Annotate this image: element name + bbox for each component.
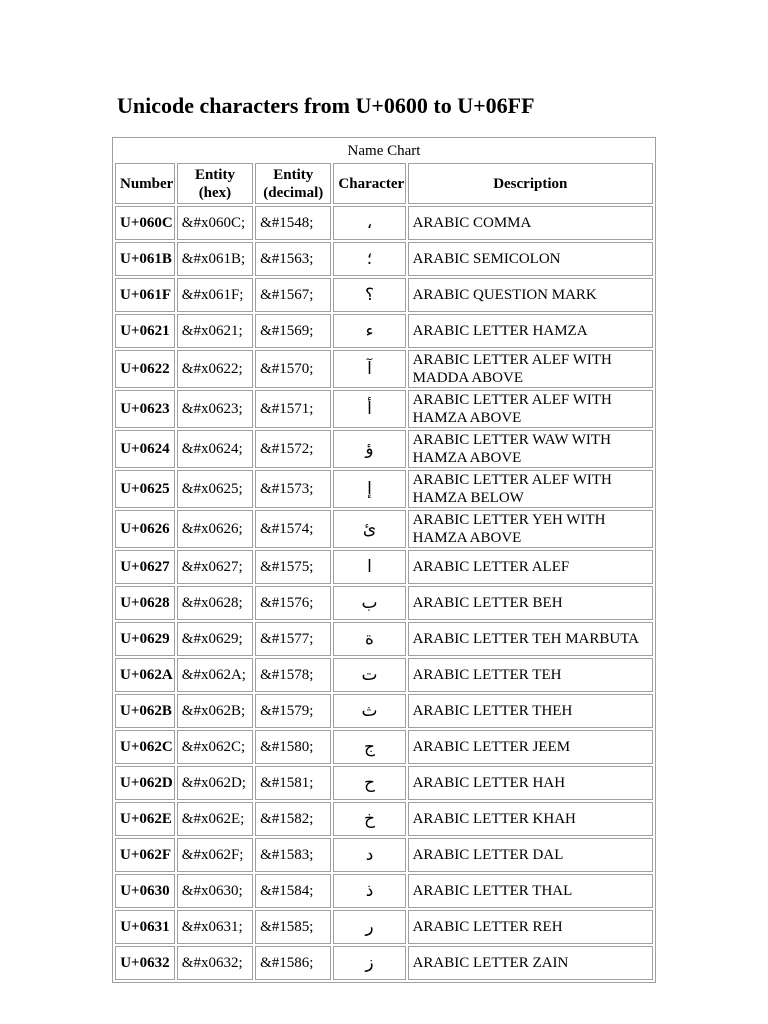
cell-character: ا (333, 550, 405, 584)
table-row (115, 350, 653, 388)
table-row (115, 550, 653, 584)
table-row (115, 658, 653, 692)
cell-number: U+062F (115, 838, 175, 872)
table-row (115, 622, 653, 656)
cell-description: ARABIC LETTER BEH (408, 586, 653, 620)
cell-entity-decimal: &#1577; (255, 622, 331, 656)
header-description: Description (408, 163, 653, 204)
cell-entity-decimal: &#1575; (255, 550, 331, 584)
table-row (115, 430, 653, 468)
cell-number: U+062B (115, 694, 175, 728)
cell-description: ARABIC SEMICOLON (408, 242, 653, 276)
cell-entity-hex: &#x0621; (177, 314, 253, 348)
page-title: Unicode characters from U+0600 to U+06FF (117, 93, 535, 118)
cell-number: U+0622 (115, 350, 175, 388)
cell-number: U+062E (115, 802, 175, 836)
cell-number: U+060C (115, 206, 175, 240)
table-row (115, 586, 653, 620)
cell-description: ARABIC LETTER HAMZA (408, 314, 653, 348)
cell-description: ARABIC LETTER REH (408, 910, 653, 944)
cell-entity-decimal: &#1571; (255, 390, 331, 428)
cell-number: U+0629 (115, 622, 175, 656)
cell-character: ر (333, 910, 405, 944)
cell-entity-hex: &#x0625; (177, 470, 253, 508)
cell-character: ح (333, 766, 405, 800)
cell-entity-hex: &#x0632; (177, 946, 253, 980)
cell-description: ARABIC LETTER WAW WITH HAMZA ABOVE (408, 430, 653, 468)
cell-character: ؤ (333, 430, 405, 468)
cell-number: U+062C (115, 730, 175, 764)
cell-entity-hex: &#x0626; (177, 510, 253, 548)
table-row (115, 694, 653, 728)
cell-entity-hex: &#x0630; (177, 874, 253, 908)
header-number: Number (115, 163, 175, 204)
cell-entity-hex: &#x061B; (177, 242, 253, 276)
cell-character: د (333, 838, 405, 872)
cell-character: ز (333, 946, 405, 980)
cell-description: ARABIC LETTER KHAH (408, 802, 653, 836)
cell-character: ء (333, 314, 405, 348)
cell-character: ت (333, 658, 405, 692)
cell-character: ب (333, 586, 405, 620)
table-row (115, 874, 653, 908)
cell-number: U+0627 (115, 550, 175, 584)
cell-description: ARABIC LETTER HAH (408, 766, 653, 800)
cell-entity-decimal: &#1576; (255, 586, 331, 620)
cell-character: إ (333, 470, 405, 508)
table-row (115, 278, 653, 312)
cell-entity-decimal: &#1570; (255, 350, 331, 388)
cell-entity-hex: &#x0628; (177, 586, 253, 620)
cell-entity-hex: &#x061F; (177, 278, 253, 312)
cell-description: ARABIC LETTER JEEM (408, 730, 653, 764)
cell-description: ARABIC QUESTION MARK (408, 278, 653, 312)
cell-entity-hex: &#x0629; (177, 622, 253, 656)
cell-number: U+0626 (115, 510, 175, 548)
cell-description: ARABIC LETTER TEH MARBUTA (408, 622, 653, 656)
table-row (115, 510, 653, 548)
table-row (115, 946, 653, 980)
cell-entity-decimal: &#1574; (255, 510, 331, 548)
header-character: Character (333, 163, 405, 204)
cell-description: ARABIC LETTER DAL (408, 838, 653, 872)
header-row (115, 163, 653, 204)
cell-entity-hex: &#x062D; (177, 766, 253, 800)
cell-number: U+0632 (115, 946, 175, 980)
cell-number: U+0628 (115, 586, 175, 620)
cell-entity-hex: &#x0627; (177, 550, 253, 584)
header-entity-decimal: Entity (decimal) (255, 163, 331, 204)
cell-character: خ (333, 802, 405, 836)
cell-entity-decimal: &#1572; (255, 430, 331, 468)
cell-description: ARABIC LETTER ALEF WITH HAMZA ABOVE (408, 390, 653, 428)
unicode-name-chart (112, 137, 656, 983)
cell-entity-decimal: &#1563; (255, 242, 331, 276)
cell-entity-hex: &#x062C; (177, 730, 253, 764)
cell-entity-hex: &#x0624; (177, 430, 253, 468)
cell-number: U+0631 (115, 910, 175, 944)
cell-character: ث (333, 694, 405, 728)
table-row (115, 730, 653, 764)
cell-description: ARABIC LETTER ALEF WITH MADDA ABOVE (408, 350, 653, 388)
cell-description: ARABIC LETTER ALEF WITH HAMZA BELOW (408, 470, 653, 508)
cell-number: U+0630 (115, 874, 175, 908)
table-row (115, 802, 653, 836)
cell-character: ذ (333, 874, 405, 908)
cell-entity-decimal: &#1584; (255, 874, 331, 908)
cell-description: ARABIC LETTER YEH WITH HAMZA ABOVE (408, 510, 653, 548)
cell-entity-decimal: &#1579; (255, 694, 331, 728)
cell-number: U+0621 (115, 314, 175, 348)
cell-entity-hex: &#x062A; (177, 658, 253, 692)
cell-character: أ (333, 390, 405, 428)
cell-entity-hex: &#x062E; (177, 802, 253, 836)
cell-entity-decimal: &#1581; (255, 766, 331, 800)
cell-description: ARABIC LETTER ALEF (408, 550, 653, 584)
cell-character: ؛ (333, 242, 405, 276)
cell-number: U+0623 (115, 390, 175, 428)
cell-number: U+061F (115, 278, 175, 312)
cell-description: ARABIC COMMA (408, 206, 653, 240)
chart-title-row (115, 140, 653, 161)
cell-entity-hex: &#x060C; (177, 206, 253, 240)
table-row (115, 314, 653, 348)
cell-entity-decimal: &#1582; (255, 802, 331, 836)
cell-entity-decimal: &#1573; (255, 470, 331, 508)
table-row (115, 766, 653, 800)
cell-character: ، (333, 206, 405, 240)
cell-character: ؟ (333, 278, 405, 312)
table-row (115, 470, 653, 508)
cell-number: U+062D (115, 766, 175, 800)
table-row (115, 390, 653, 428)
chart-body (115, 140, 653, 980)
cell-entity-decimal: &#1586; (255, 946, 331, 980)
cell-character: ج (333, 730, 405, 764)
table-row (115, 910, 653, 944)
cell-entity-hex: &#x0631; (177, 910, 253, 944)
cell-entity-hex: &#x062F; (177, 838, 253, 872)
cell-number: U+061B (115, 242, 175, 276)
cell-character: آ (333, 350, 405, 388)
table-row (115, 206, 653, 240)
cell-description: ARABIC LETTER TEH (408, 658, 653, 692)
cell-description: ARABIC LETTER ZAIN (408, 946, 653, 980)
chart-caption: Name Chart (347, 142, 421, 159)
cell-entity-decimal: &#1569; (255, 314, 331, 348)
cell-number: U+0625 (115, 470, 175, 508)
cell-entity-decimal: &#1548; (255, 206, 331, 240)
cell-entity-hex: &#x0622; (177, 350, 253, 388)
table-row (115, 242, 653, 276)
cell-description: ARABIC LETTER THEH (408, 694, 653, 728)
cell-entity-decimal: &#1580; (255, 730, 331, 764)
cell-entity-hex: &#x0623; (177, 390, 253, 428)
cell-description: ARABIC LETTER THAL (408, 874, 653, 908)
header-entity-hex: Entity (hex) (177, 163, 253, 204)
cell-entity-decimal: &#1578; (255, 658, 331, 692)
cell-number: U+062A (115, 658, 175, 692)
cell-number: U+0624 (115, 430, 175, 468)
cell-character: ئ (333, 510, 405, 548)
cell-entity-decimal: &#1585; (255, 910, 331, 944)
cell-entity-decimal: &#1567; (255, 278, 331, 312)
cell-entity-hex: &#x062B; (177, 694, 253, 728)
table-row (115, 838, 653, 872)
cell-entity-decimal: &#1583; (255, 838, 331, 872)
cell-character: ة (333, 622, 405, 656)
